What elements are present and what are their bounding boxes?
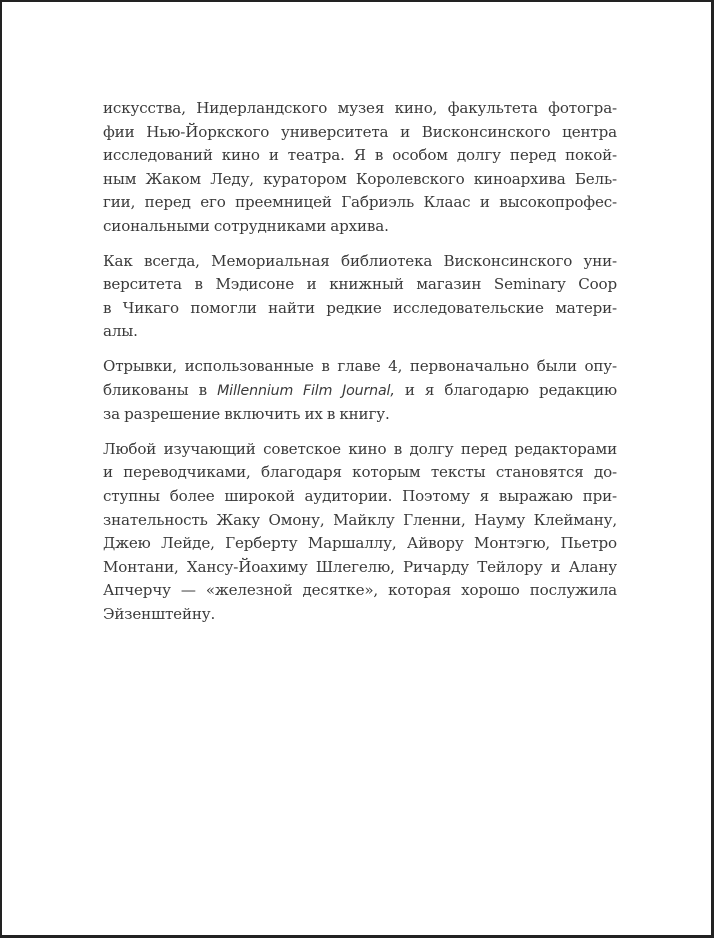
text-line: знательность Жаку Омону, Майклу Гленни, Науму Клейману, [103, 510, 617, 529]
text-line: исследований кино и театра. Я в особом долгу перед покой- [103, 146, 617, 165]
text-run: бликованы в [103, 380, 218, 399]
text-line: за разрешение включить их в книгу. [103, 405, 390, 424]
text-line: Эйзенштейну. [103, 604, 216, 623]
journal-title: Millennium Film Journal, [217, 382, 395, 399]
text-line: верситета в Мэдисоне и книжный магазин Seminary Coop [103, 275, 617, 294]
text-line: ным Жаком Леду, куратором Королевского киноархива Бель- [103, 169, 617, 188]
text-line: алы. [103, 322, 138, 341]
text-line: в Чикаго помогли найти редкие исследовательские матери- [103, 298, 617, 317]
text-line: искусства, Нидерландского музея кино, факультета фотогра- [103, 99, 617, 117]
text-line: Монтани, Хансу-Йоахиму Шлегелю, Ричарду Тейлору и Алану [103, 557, 617, 576]
text-line: Отрывки, использованные в главе 4, первоначально были опу- [103, 356, 617, 375]
paragraph-archives-thanks [103, 97, 617, 239]
page-text-block [103, 97, 617, 637]
text-line: ступны более широкой аудитории. Поэтому я выражаю при- [103, 486, 617, 505]
text-line [103, 379, 617, 404]
text-run: и я благодарю редакцию [394, 380, 617, 399]
text-line: и переводчиками, благодаря которым тексты становятся до- [103, 463, 617, 482]
paragraph-journal-thanks [103, 355, 617, 427]
text-line: гии, перед его преемницей Габриэль Клаас и высокопрофес- [103, 193, 617, 212]
text-line: Любой изучающий советское кино в долгу перед редакторами [103, 439, 617, 458]
paragraph-library-thanks [103, 250, 617, 344]
text-line: Как всегда, Мемориальная библиотека Висконсинского уни- [103, 251, 617, 270]
text-line: Джею Лейде, Герберту Маршаллу, Айвору Монтэгю, Пьетро [103, 534, 617, 553]
text-line: сиональными сотрудниками архива. [103, 216, 389, 235]
paragraph-translators-thanks [103, 438, 617, 627]
text-line: фии Нью-Йоркского университета и Висконсинского центра [103, 122, 617, 141]
text-line: Апчерчу — «железной десятке», которая хорошо послужила [103, 581, 617, 600]
